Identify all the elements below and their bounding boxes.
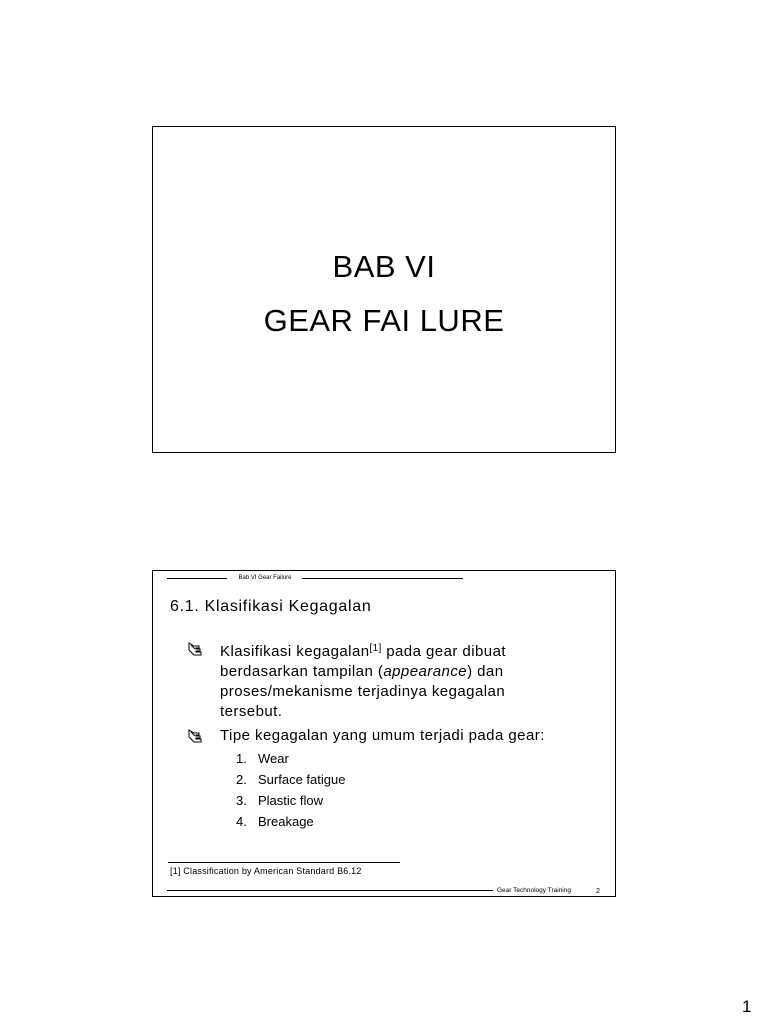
list-item: 1. Wear <box>236 751 289 766</box>
pointing-hand-bullet-icon <box>187 726 203 746</box>
header-rule-right <box>302 578 463 579</box>
footnote-marker: [1] <box>369 643 382 654</box>
chapter-title: BAB VI <box>332 249 436 284</box>
section-heading: 6.1. Klasifikasi Kegagalan <box>170 598 372 615</box>
slide-number: 2 <box>596 888 600 895</box>
slide-header: Bab VI Gear Failure <box>238 575 292 581</box>
header-rule-left <box>167 578 227 579</box>
content-slide <box>152 570 616 897</box>
footer-rule <box>167 890 493 891</box>
pointing-hand-bullet-icon <box>187 639 203 659</box>
bullet-text: Tipe kegagalan yang umum terjadi pada gear: <box>220 727 545 744</box>
footnote: [1] Classification by American Standard B6.12 <box>170 866 362 876</box>
list-item: 4. Breakage <box>236 814 314 829</box>
chapter-subtitle: GEAR FAI LURE <box>263 303 505 338</box>
list-item: 2. Surface fatigue <box>236 772 346 787</box>
slide-footer: Gear Technology Training <box>497 887 571 894</box>
bullet-text: Klasifikasi kegagalan[1] pada gear dibuat berdasarkan tampilan (appearance) dan proses/mekanisme terjadinya kegagalan tersebut. <box>220 643 506 720</box>
page-number: 1 <box>742 997 752 1016</box>
footnote-rule <box>168 862 400 863</box>
failure-type-list <box>236 748 345 832</box>
list-item: 3. Plastic flow <box>236 793 324 808</box>
title-slide <box>152 126 616 453</box>
